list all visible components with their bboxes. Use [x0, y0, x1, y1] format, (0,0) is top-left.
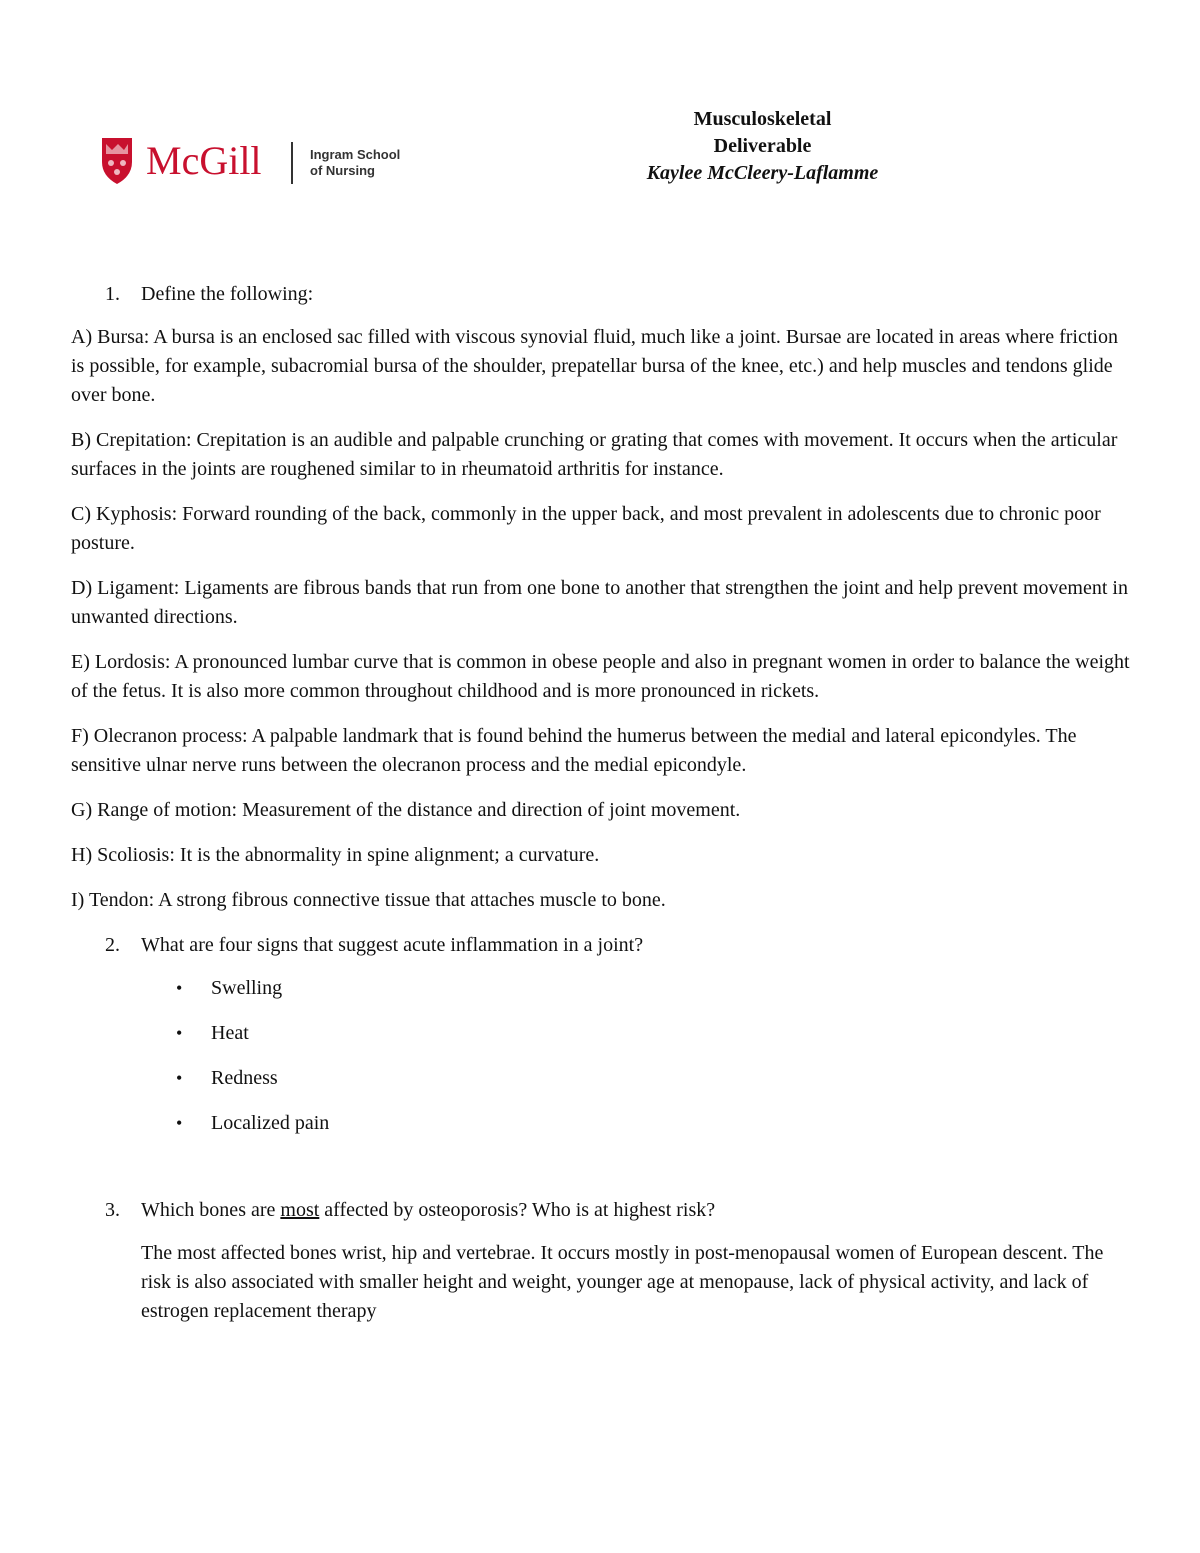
definition-label: I) Tendon: — [71, 889, 155, 911]
definition-lordosis — [71, 648, 1131, 706]
definition-crepitation — [71, 426, 1131, 484]
bullet-icon: • — [176, 978, 183, 998]
list-item — [71, 1109, 1131, 1138]
definition-text: A strong fibrous connective tissue that attaches muscle to bone. — [154, 889, 666, 911]
definition-text: A bursa is an enclosed sac filled with viscous synovial fluid, much like a joint. Bursae are located in areas where friction is possible, for example, subacromial bursa of the shoulder, prepatellar bursa of the knee, etc.) and help muscles and tendons glide over bone. — [71, 326, 1118, 406]
sign-text: Heat — [211, 1022, 249, 1044]
definition-label: B) Crepitation: — [71, 429, 192, 451]
sign-text: Redness — [211, 1067, 278, 1089]
definition-label: F) Olecranon process: — [71, 725, 248, 747]
definition-bursa — [71, 323, 1131, 410]
definition-kyphosis — [71, 500, 1131, 558]
definition-ligament — [71, 574, 1131, 632]
logo-unit-line1: Ingram School — [310, 147, 400, 162]
question-1-number: 1. — [105, 283, 120, 305]
question-3-number: 3. — [105, 1199, 120, 1221]
question-3-text-after: affected by osteoporosis? Who is at highest risk? — [319, 1199, 716, 1221]
definition-text: It is the abnormality in spine alignment; a curvature. — [174, 844, 600, 866]
question-1-text: Define the following: — [141, 283, 314, 305]
question-3-answer: The most affected bones wrist, hip and vertebrae. It occurs mostly in post-menopausal women of European descent. The risk is also associated with smaller height and weight, younger age at menopause, lack of physical activity, and lack of estrogen replacement therapy — [141, 1242, 1104, 1322]
definition-label: A) Bursa: — [71, 326, 150, 348]
definition-text: Crepitation is an audible and palpable crunching or grating that comes with movement. It occurs when the articular surfaces in the joints are roughened similar to in rheumatoid arthritis for instance. — [71, 429, 1118, 480]
definition-label: D) Ligament: — [71, 577, 180, 599]
definition-text: Ligaments are fibrous bands that run from one bone to another that strengthen the joint and help prevent movement in unwanted directions. — [71, 577, 1128, 628]
logo-unit-line2: of Nursing — [310, 163, 375, 178]
list-item — [71, 974, 1131, 1003]
question-1 — [71, 280, 1131, 309]
mcgill-wordmark: McGill — [146, 138, 262, 183]
document-header — [560, 106, 965, 187]
document-title-line2: Deliverable — [713, 135, 812, 157]
sign-text: Swelling — [211, 977, 283, 999]
definition-scoliosis — [71, 841, 1131, 870]
mcgill-shield-icon — [102, 138, 132, 184]
question-3 — [71, 1196, 1131, 1225]
bullet-icon: • — [176, 1068, 183, 1088]
question-2 — [71, 931, 1131, 960]
definition-label: H) Scoliosis: — [71, 844, 175, 866]
definition-text: Measurement of the distance and direction of joint movement. — [237, 799, 741, 821]
definition-label: E) Lordosis: — [71, 651, 171, 673]
document-title-line1: Musculoskeletal — [693, 108, 832, 130]
bullet-icon: • — [176, 1113, 183, 1133]
definition-text: A pronounced lumbar curve that is common in obese people and also in pregnant women in order to balance the weight of the fetus. It is also more common throughout childhood and is more pronounced in rickets. — [71, 651, 1130, 702]
question-3-text-before: Which bones are — [141, 1199, 281, 1221]
list-item — [71, 1019, 1131, 1048]
definition-label: G) Range of motion: — [71, 799, 238, 821]
definition-range-of-motion — [71, 796, 1131, 825]
mcgill-ingram-logo — [100, 134, 400, 188]
document-author: Kaylee McCleery-Laflamme — [646, 162, 879, 184]
document-body — [71, 280, 1131, 1326]
definitions-list — [71, 323, 1131, 915]
question-2-number: 2. — [105, 934, 120, 956]
definition-text: A palpable landmark that is found behind the humerus between the medial and lateral epicondyles. The sensitive ulnar nerve runs between the olecranon process and the medial epicondyle. — [71, 725, 1077, 776]
list-item — [71, 1064, 1131, 1093]
question-3-underlined-word: most — [280, 1199, 320, 1221]
definition-label: C) Kyphosis: — [71, 503, 178, 525]
bullet-icon: • — [176, 1023, 183, 1043]
sign-text: Localized pain — [211, 1112, 330, 1134]
definition-olecranon-process — [71, 722, 1131, 780]
definition-tendon — [71, 886, 1131, 915]
question-2-text: What are four signs that suggest acute inflammation in a joint? — [141, 934, 644, 956]
definition-text: Forward rounding of the back, commonly in the upper back, and most prevalent in adolescents due to chronic poor posture. — [71, 503, 1101, 554]
inflammation-signs-list — [71, 974, 1131, 1138]
